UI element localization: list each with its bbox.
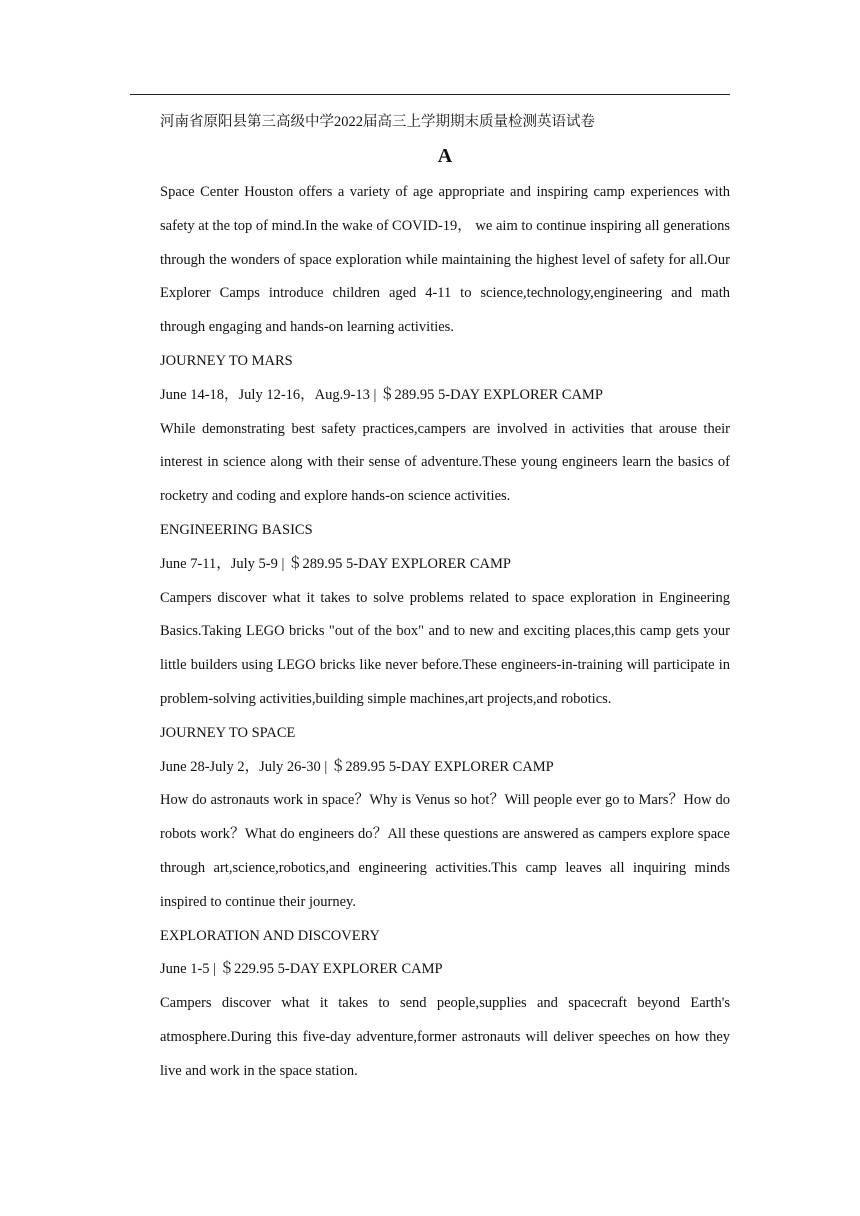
camp-title: ENGINEERING BASICS (160, 521, 313, 538)
camp-journey-to-mars (160, 345, 730, 514)
section-letter: A (437, 145, 453, 167)
camp-title: JOURNEY TO MARS (160, 352, 293, 369)
camp-title: JOURNEY TO SPACE (160, 724, 296, 741)
camp-dates-price: June 14-18，July 12-16，Aug.9-13 | ＄289.95 5-DAY EXPLORER CAMP (160, 386, 603, 403)
camp-engineering-basics (160, 514, 730, 717)
document-content (160, 108, 730, 1089)
camp-dates-price: June 1-5 | ＄229.95 5-DAY EXPLORER CAMP (160, 961, 443, 978)
camp-dates-price: June 28-July 2，July 26-30 | ＄289.95 5-DAY EXPLORER CAMP (160, 758, 554, 775)
header-rule (130, 94, 730, 95)
document-title: 河南省原阳县第三高级中学2022届高三上学期期末质量检测英语试卷 (160, 114, 595, 130)
camp-description: Campers discover what it takes to solve problems related to space exploration in Engineering Basics.Taking LEGO bricks "out of the box" and to new and exciting places,this camp gets your little builders using LEGO bricks like never before.These engineers-in-training will participate in problem-solving activities,building simple machines,art projects,and robotics. (160, 589, 730, 707)
camp-title: EXPLORATION AND DISCOVERY (160, 927, 380, 944)
camp-exploration-and-discovery (160, 920, 730, 1089)
camp-journey-to-space (160, 717, 730, 920)
camp-description: How do astronauts work in space？Why is Venus so hot？Will people ever go to Mars？How do robots work？What do engineers do？All these questions are answered as campers explore space through art,science,robotics,and engineering activities.This camp leaves all inquiring minds inspired to continue their journey. (160, 792, 730, 910)
camp-description: Campers discover what it takes to send people,supplies and spacecraft beyond Earth's atmosphere.During this five-day adventure,former astronauts will deliver speeches on how they live and work in the space station. (160, 995, 730, 1079)
camp-description: While demonstrating best safety practices,campers are involved in activities that arouse their interest in science along with their sense of adventure.These young engineers learn the basics of rocketry and coding and explore hands-on science activities. (160, 420, 730, 505)
camp-dates-price: June 7-11，July 5-9 | ＄289.95 5-DAY EXPLORER CAMP (160, 555, 511, 572)
intro-paragraph: Space Center Houston offers a variety of age appropriate and inspiring camp experiences with safety at the top of mind.In the wake of COVID-19， we aim to continue inspiring all generations through the wonders of space exploration while maintaining the highest level of safety for all.Our Explorer Camps introduce children aged 4-11 to science,technology,engineering and math through engaging and hands-on learning activities. (160, 184, 730, 336)
passage-body (160, 176, 730, 1089)
